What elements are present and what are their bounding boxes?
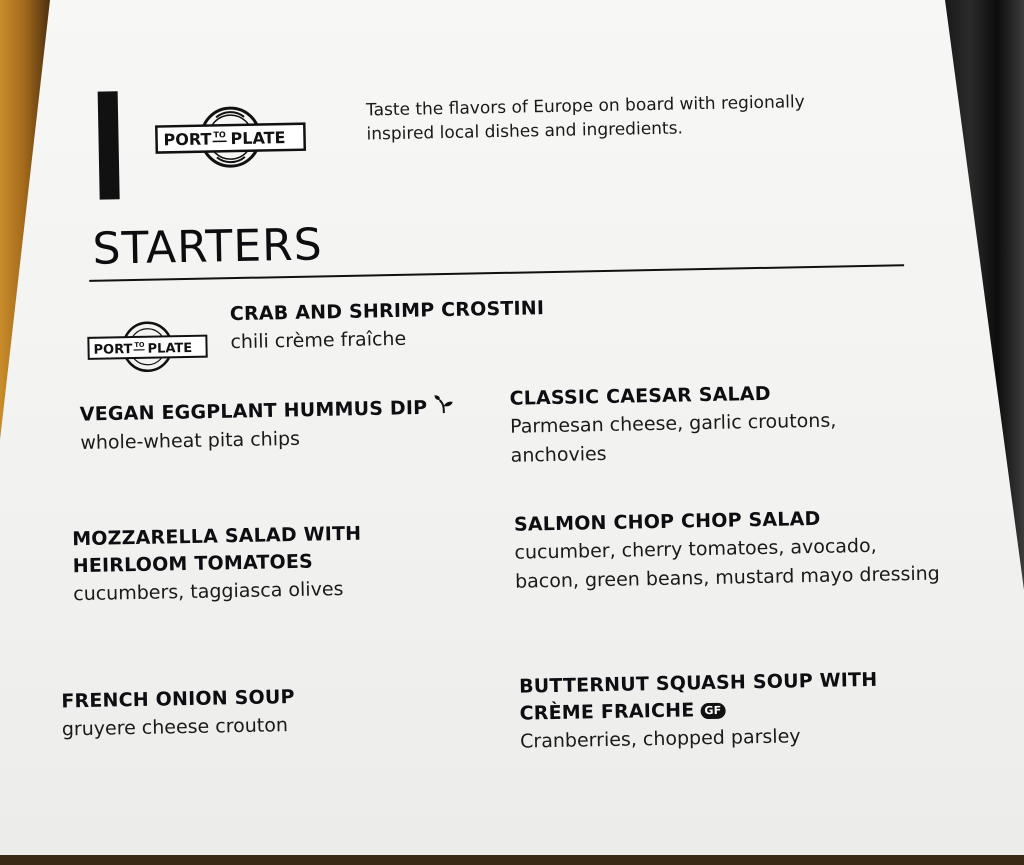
logo-word-to: TO xyxy=(213,130,226,139)
sprout-icon xyxy=(433,394,454,422)
item-name: VEGAN EGGPLANT HUMMUS DIP xyxy=(80,393,500,429)
menu-item-classic-caesar-salad xyxy=(509,378,901,470)
menu-item-vegan-eggplant-hummus xyxy=(80,393,501,458)
item-name: CRAB AND SHRIMP CROSTINI xyxy=(230,293,650,328)
menu-item-salmon-chop-chop-salad xyxy=(514,503,946,596)
item-description: Cranberries, chopped parsley xyxy=(520,719,950,756)
logo-word-port: PORT xyxy=(163,129,211,149)
menu-item-mozzarella-salad xyxy=(72,519,434,609)
logo-word-plate: PLATE xyxy=(230,128,285,148)
item-name: CLASSIC CAESAR SALAD xyxy=(509,378,899,412)
section-title: STARTERS xyxy=(92,219,323,274)
item-description: gruyere cheese crouton xyxy=(62,707,482,744)
menu-item-french-onion-soup xyxy=(61,680,482,744)
port-to-plate-logo xyxy=(154,104,307,171)
item-description: Parmesan cheese, garlic croutons, anchovies xyxy=(510,405,901,470)
item-description: whole-wheat pita chips xyxy=(80,421,500,458)
tagline: Taste the flavors of Europe on board with regionally inspired local dishes and ingredients. xyxy=(366,89,837,146)
item-description: chili crème fraîche xyxy=(230,320,650,357)
item-name: FRENCH ONION SOUP xyxy=(61,680,481,715)
menu-item-butternut-squash-soup xyxy=(519,665,951,756)
menu-item-crab-shrimp-crostini xyxy=(230,293,651,357)
item-name: BUTTERNUT SQUASH SOUP WITH CRÈME FRAICHE GF xyxy=(519,665,950,727)
item-description: cucumbers, taggiasca olives xyxy=(73,573,433,609)
svg-text:TO: TO xyxy=(134,341,145,349)
gf-icon: GF xyxy=(700,702,725,718)
svg-text:PORT: PORT xyxy=(93,342,132,358)
accent-bar xyxy=(98,91,120,199)
item-name: MOZZARELLA SALAD WITH HEIRLOOM TOMATOES xyxy=(72,519,433,580)
item-name: SALMON CHOP CHOP SALAD xyxy=(514,503,944,538)
port-to-plate-logo-small xyxy=(86,320,209,374)
item-description: cucumber, cherry tomatoes, avocado, bacon, green beans, mustard mayo dressing xyxy=(514,530,945,596)
svg-text:PLATE: PLATE xyxy=(147,341,192,357)
